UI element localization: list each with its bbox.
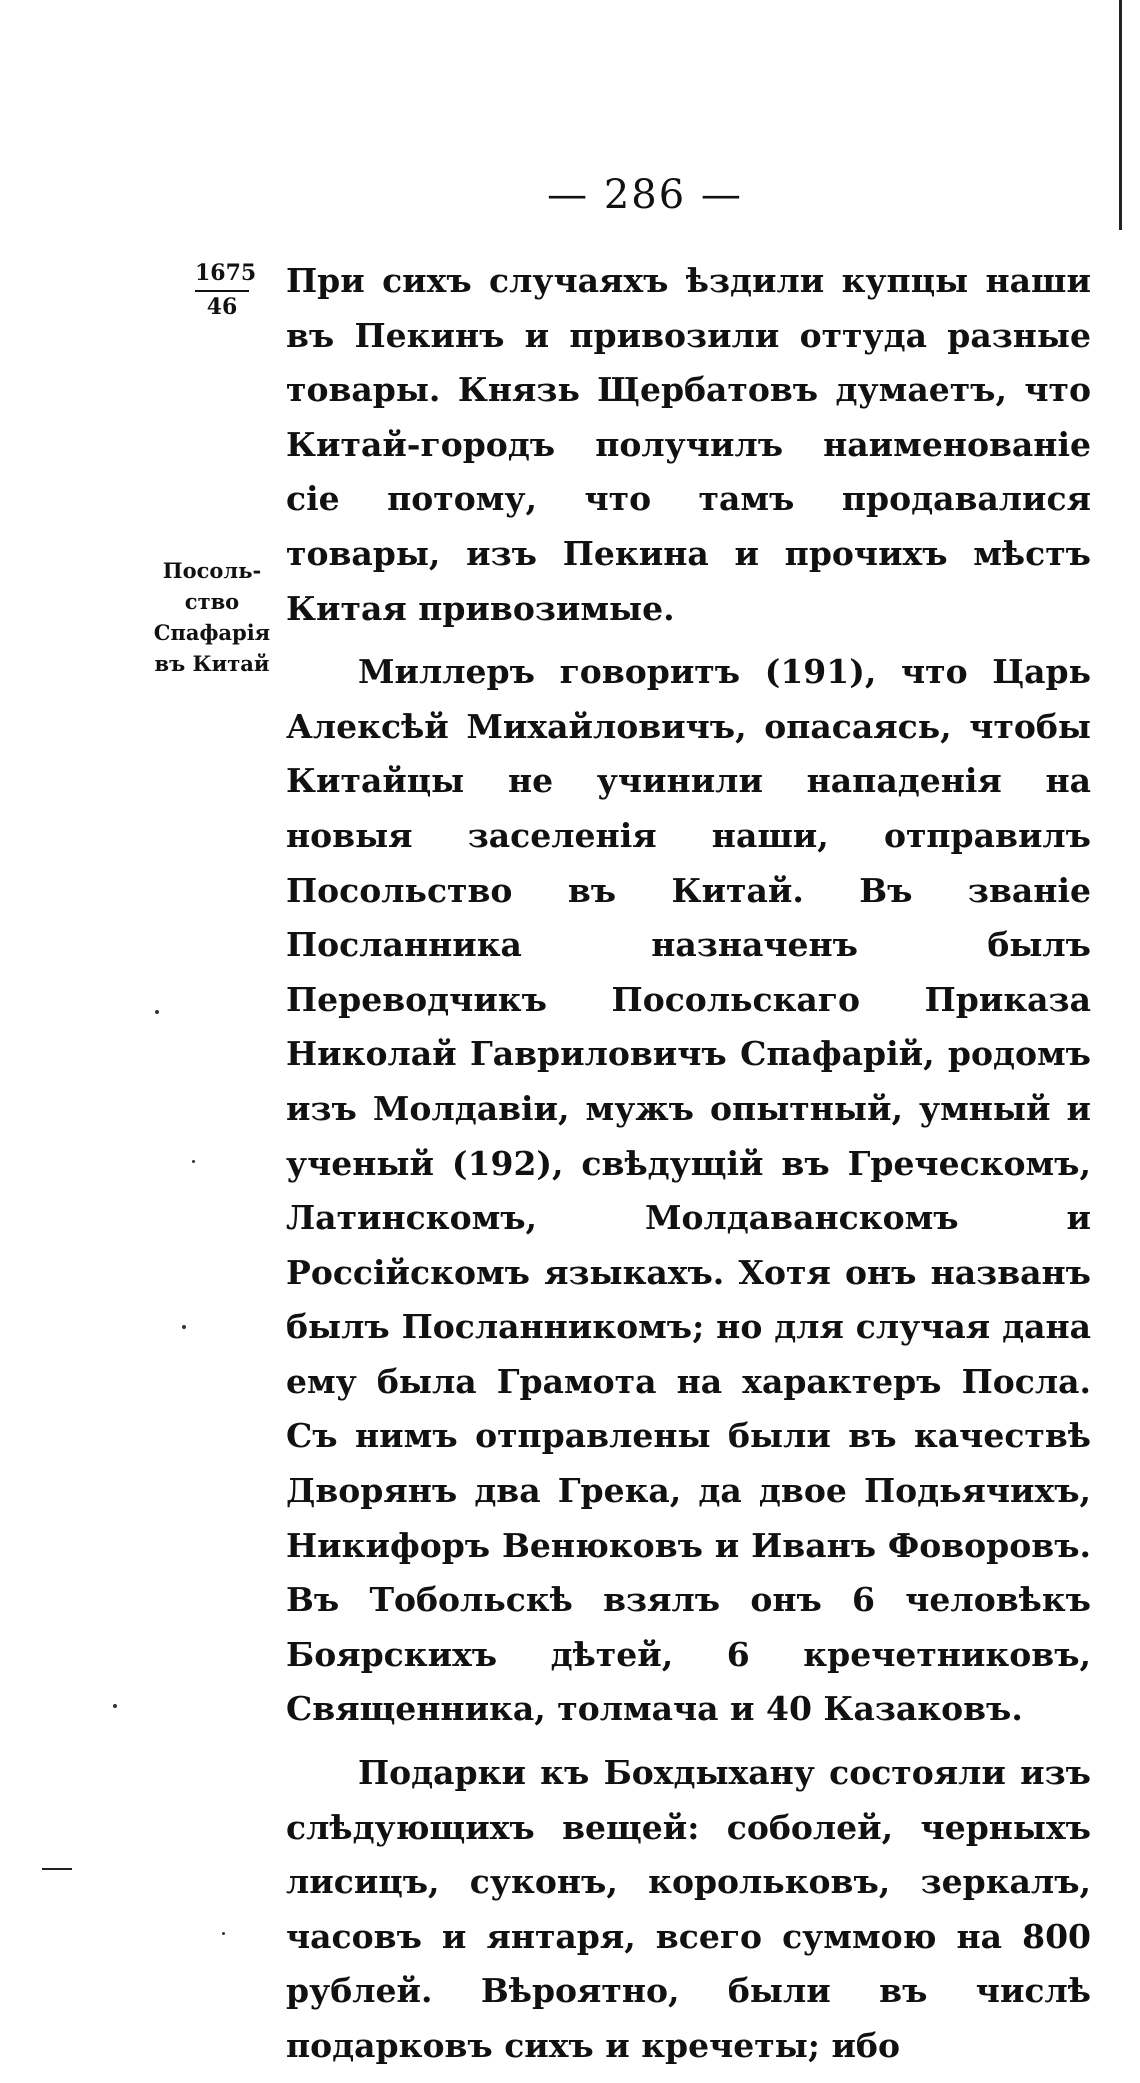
paragraph-gifts: Подарки къ Бохдыхану состояли изъ слѣдующихъ вещей: соболей, черныхъ лисицъ, суконъ, корольковъ, зеркалъ, часовъ и янтаря, всего суммою на 800 рублей. Вѣроятно, были въ числѣ подарковъ сихъ и кречеты; ибо — [286, 1753, 1091, 2065]
margin-year-bottom: 46 — [206, 294, 238, 320]
print-speck — [155, 1010, 159, 1014]
main-text-column — [286, 254, 1091, 2083]
margin-note-line: въ Китай — [154, 651, 270, 676]
print-speck — [192, 1160, 195, 1163]
margin-dash-mark — [42, 1868, 72, 1870]
paragraph-embassy: Миллеръ говоритъ (191), что Царь Алексѣй Михайловичъ, опасаясь, чтобы Китайцы не учинили нападенія на новыя заселенія наши, отправилъ Посольство въ Китай. Въ званіе Посланника назначенъ былъ Переводчикъ Посольскаго Приказа Николай Гавриловичъ Спафарій, родомъ изъ Молдавіи, мужъ опытный, умный и ученый (192), свѣдущій въ Греческомъ, Латинскомъ, Молдаванскомъ и Россійскомъ языкахъ. Хотя онъ названъ былъ Посланникомъ; но для случая дана ему была Грамота на характеръ Посла. Съ нимъ отправлены были въ качествѣ Дворянъ два Грека, да двое Подьячихъ, Никифоръ Венюковъ и Иванъ Фоворовъ. Въ Тобольскѣ взялъ онъ 6 человѣкъ Боярскихъ дѣтей, 6 кречетниковъ, Священника, толмача и 40 Казаковъ. — [286, 652, 1091, 1729]
margin-embassy-note — [148, 555, 276, 679]
margin-note-line: ство — [184, 589, 240, 614]
margin-year-top: 1675 — [195, 258, 249, 292]
margin-note-line: Посоль- — [162, 558, 262, 583]
print-speck — [113, 1704, 117, 1708]
page-number: — 286 — — [547, 172, 743, 218]
margin-year-note — [195, 258, 257, 322]
print-speck — [182, 1325, 186, 1329]
margin-note-line: Спафарія — [153, 620, 271, 645]
print-speck — [222, 1932, 225, 1935]
paragraph-trade: При сихъ случаяхъ ѣздили купцы наши въ Пекинъ и привозили оттуда разные товары. Князь Щербатовъ думаетъ, что Китай-городъ получилъ наименованіе сіе потому, что тамъ продавалися товары, изъ Пекина и прочихъ мѣстъ Китая привозимые. — [286, 261, 1091, 628]
